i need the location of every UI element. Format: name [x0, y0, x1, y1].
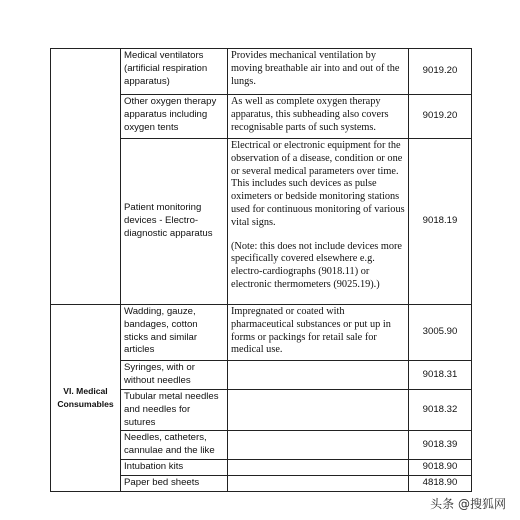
table-row: [51, 305, 472, 361]
item-cell: Intubation kits: [121, 460, 228, 476]
description-cell: [228, 476, 409, 492]
description-cell: Impregnated or coated with pharmaceutical substances or put up in forms or packings for retail sale for medical use.: [228, 305, 409, 361]
description-cell: [228, 390, 409, 431]
item-cell: Paper bed sheets: [121, 476, 228, 492]
code-cell: 9018.32: [409, 390, 472, 431]
code-cell: 9018.19: [409, 139, 472, 305]
item-cell: Other oxygen therapy apparatus including oxygen tents: [121, 95, 228, 139]
description-cell: As well as complete oxygen therapy apparatus, this subheading also covers recognisable parts of such systems.: [228, 95, 409, 139]
code-cell: 3005.90: [409, 305, 472, 361]
section-label: VI. Medical Consumables: [51, 305, 121, 492]
item-cell: Wadding, gauze, bandages, cotton sticks and similar articles: [121, 305, 228, 361]
description-text: Electrical or electronic equipment for the observation of a disease, condition or one or several medical parameters over time. This includes such devices as pulse oximeters or bedside monitoring stations used for continuous monitoring of various vital signs.: [231, 140, 405, 228]
watermark: 头条 @搜狐网: [430, 497, 506, 511]
code-cell: 9018.39: [409, 431, 472, 460]
code-cell: 4818.90: [409, 476, 472, 492]
section-cell-empty: [51, 49, 121, 305]
code-cell: 9018.31: [409, 361, 472, 390]
description-cell: Provides mechanical ventilation by moving breathable air into and out of the lungs.: [228, 49, 409, 95]
description-cell: [228, 139, 409, 305]
code-cell: 9018.90: [409, 460, 472, 476]
item-cell: Needles, catheters, cannulae and the like: [121, 431, 228, 460]
description-cell: [228, 460, 409, 476]
hs-code-table: [50, 48, 472, 492]
item-cell: Syringes, with or without needles: [121, 361, 228, 390]
table-row: [51, 49, 472, 95]
description-note: (Note: this does not include devices more specifically covered elsewhere e.g. electro-cardiographs (9018.11) or electronic thermometers (9025.19).): [231, 240, 402, 290]
item-cell: Patient monitoring devices - Electro-diagnostic apparatus: [121, 139, 228, 305]
description-cell: [228, 361, 409, 390]
code-cell: 9019.20: [409, 49, 472, 95]
item-cell: Medical ventilators (artificial respiration apparatus): [121, 49, 228, 95]
description-cell: [228, 431, 409, 460]
item-cell: Tubular metal needles and needles for sutures: [121, 390, 228, 431]
code-cell: 9019.20: [409, 95, 472, 139]
